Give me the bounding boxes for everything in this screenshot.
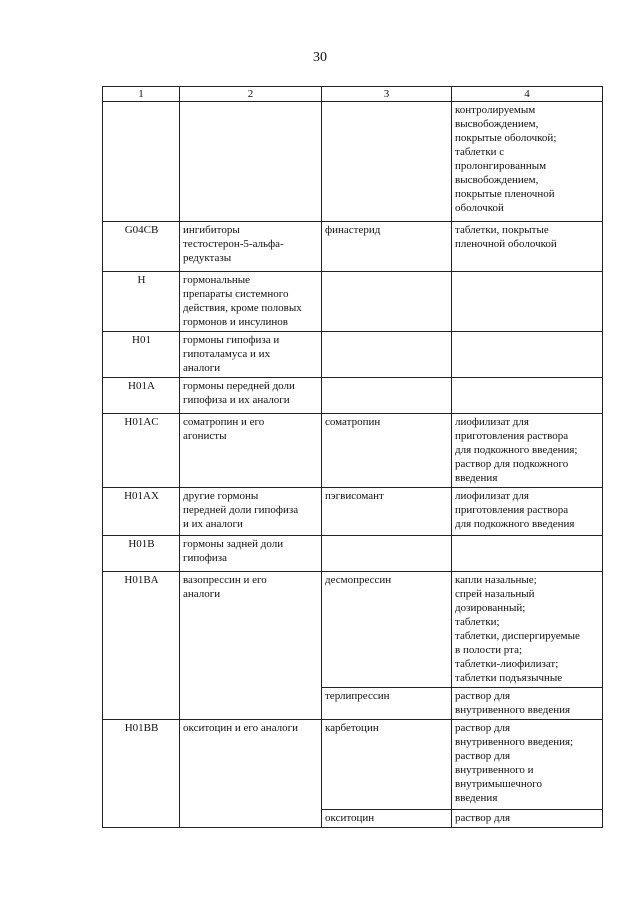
- atc-code-cell: [103, 720, 180, 828]
- dosage-form-cell-text: таблетки, покрытые пленочной оболочкой: [455, 224, 557, 250]
- dosage-form-cell: [452, 688, 603, 720]
- group-name-cell: [180, 272, 322, 332]
- drug-name-cell: [322, 102, 452, 222]
- atc-code-cell: [103, 332, 180, 378]
- atc-code-cell: [103, 572, 180, 720]
- column-header: 3: [322, 87, 452, 102]
- group-name-cell: [180, 572, 322, 720]
- dosage-form-cell-text: раствор для внутривенного введения: [455, 690, 571, 716]
- group-name-cell-text: ингибиторы тестостерон-5-альфа- редуктазы: [183, 224, 284, 264]
- group-name-cell: [180, 488, 322, 536]
- atc-code-cell: [103, 536, 180, 572]
- dosage-form-cell: [452, 810, 603, 828]
- dosage-form-cell: [452, 720, 603, 810]
- drug-name-cell: [322, 222, 452, 272]
- table-row: [103, 222, 603, 272]
- atc-code-cell: [103, 222, 180, 272]
- atc-code-cell-text: H01AX: [124, 490, 159, 502]
- drug-name-cell-text: терлипрессин: [325, 690, 390, 702]
- dosage-form-cell-text: раствор для: [455, 812, 511, 824]
- table-row: [103, 572, 603, 688]
- drug-name-cell: [322, 378, 452, 414]
- group-name-cell-text: гормоны задней доли гипофиза: [183, 538, 284, 564]
- drug-name-cell: [322, 536, 452, 572]
- drug-name-cell: [322, 688, 452, 720]
- table-row: [103, 102, 603, 222]
- dosage-form-cell: [452, 102, 603, 222]
- table-row: [103, 332, 603, 378]
- group-name-cell-text: вазопрессин и его аналоги: [183, 574, 267, 600]
- dosage-form-cell: [452, 488, 603, 536]
- atc-code-cell: [103, 272, 180, 332]
- atc-code-cell-text: G04CB: [124, 224, 159, 236]
- atc-code-cell: [103, 102, 180, 222]
- table-row: [103, 414, 603, 488]
- dosage-form-cell: [452, 332, 603, 378]
- page-number: 30: [313, 50, 327, 65]
- drug-name-cell: [322, 272, 452, 332]
- atc-code-cell: [103, 414, 180, 488]
- atc-code-cell-text: H01AC: [124, 416, 159, 428]
- atc-code-cell-text: H01B: [128, 538, 155, 550]
- dosage-form-cell: [452, 272, 603, 332]
- drug-name-cell: [322, 810, 452, 828]
- drug-name-cell: [322, 720, 452, 810]
- dosage-form-cell: [452, 378, 603, 414]
- drug-table: [102, 86, 603, 828]
- atc-code-cell-text: H: [137, 274, 146, 286]
- atc-code-cell: [103, 378, 180, 414]
- table-row: [103, 536, 603, 572]
- atc-code-cell: [103, 488, 180, 536]
- dosage-form-cell-text: раствор для внутривенного введения; раствор для внутривенного и внутримышечного введения: [455, 722, 574, 804]
- drug-name-cell-text: пэгвисомант: [325, 490, 384, 502]
- drug-name-cell-text: соматропин: [325, 416, 381, 428]
- atc-code-cell-text: H01: [132, 334, 151, 346]
- group-name-cell: [180, 332, 322, 378]
- table-row: [103, 272, 603, 332]
- drug-name-cell: [322, 414, 452, 488]
- dosage-form-cell-text: лиофилизат для приготовления раствора для подкожного введения: [455, 490, 575, 530]
- group-name-cell: [180, 536, 322, 572]
- group-name-cell: [180, 102, 322, 222]
- table-row: [103, 378, 603, 414]
- dosage-form-cell: [452, 222, 603, 272]
- dosage-form-cell: [452, 572, 603, 688]
- group-name-cell: [180, 222, 322, 272]
- dosage-form-cell: [452, 536, 603, 572]
- table-row: [103, 720, 603, 810]
- group-name-cell: [180, 414, 322, 488]
- group-name-cell-text: гормональные препараты системного действия, кроме половых гормонов и инсулинов: [183, 274, 302, 328]
- atc-code-cell-text: H01BB: [124, 722, 159, 734]
- group-name-cell-text: окситоцин и его аналоги: [183, 722, 299, 734]
- group-name-cell-text: гормоны передней доли гипофиза и их аналоги: [183, 380, 295, 406]
- column-header: 4: [452, 87, 603, 102]
- atc-code-cell-text: H01BA: [124, 574, 159, 586]
- drug-name-cell-text: окситоцин: [325, 812, 375, 824]
- drug-name-cell-text: десмопрессин: [325, 574, 392, 586]
- drug-name-cell: [322, 572, 452, 688]
- dosage-form-cell-text: лиофилизат для приготовления раствора для подкожного введения; раствор для подкожного введения: [455, 416, 578, 484]
- group-name-cell: [180, 378, 322, 414]
- column-header: 1: [103, 87, 180, 102]
- drug-name-cell-text: карбетоцин: [325, 722, 379, 734]
- group-name-cell-text: гормоны гипофиза и гипоталамуса и их аналоги: [183, 334, 280, 374]
- dosage-form-cell-text: контролируемым высвобождением, покрытые оболочкой; таблетки с пролонгированным высвобождением, покрытые пленочной оболочкой: [455, 104, 557, 214]
- group-name-cell-text: другие гормоны передней доли гипофиза и их аналоги: [183, 490, 299, 530]
- table-row: [103, 488, 603, 536]
- drug-name-cell: [322, 332, 452, 378]
- dosage-form-cell-text: капли назальные; спрей назальный дозированный; таблетки; таблетки, диспергируемые в полости рта; таблетки-лиофилизат; таблетки подъязычные: [455, 574, 580, 684]
- dosage-form-cell: [452, 414, 603, 488]
- drug-name-cell-text: финастерид: [325, 224, 381, 236]
- column-header: 2: [180, 87, 322, 102]
- group-name-cell-text: соматропин и его агонисты: [183, 416, 265, 442]
- table-header-row: [103, 87, 603, 102]
- atc-code-cell-text: H01A: [128, 380, 155, 392]
- drug-name-cell: [322, 488, 452, 536]
- group-name-cell: [180, 720, 322, 828]
